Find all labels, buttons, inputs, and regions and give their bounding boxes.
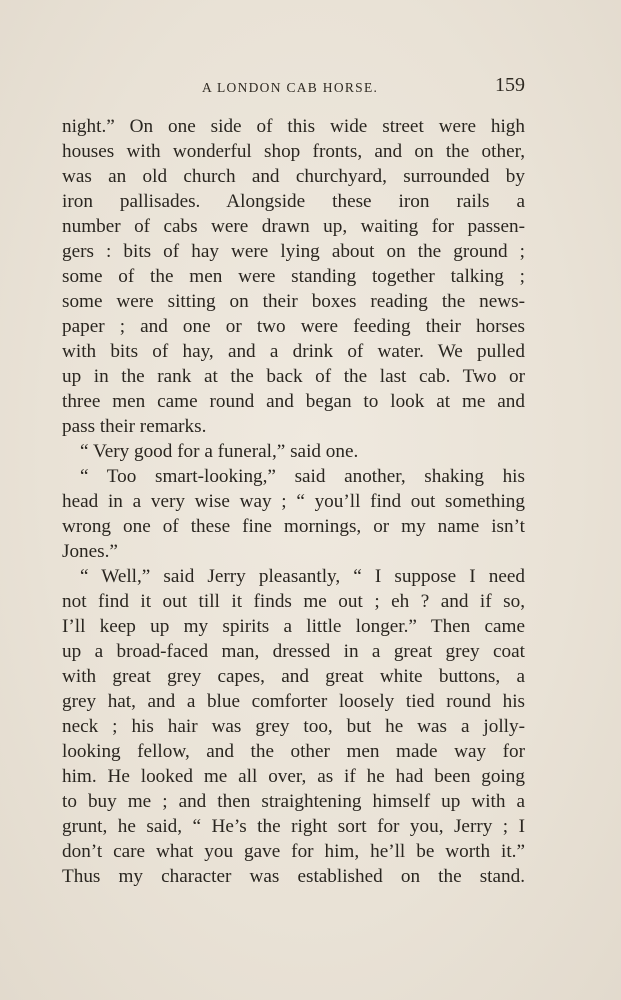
text-line: don’t care what you gave for him, he’ll be worth it.” [62,841,525,862]
text-line: “ Well,” said Jerry pleasantly, “ I suppose I need [80,566,525,587]
text-line: some of the men were standing together talking ; [62,266,525,287]
text-line: head in a very wise way ; “ you’ll find out something [62,491,525,512]
text-line: pass their remarks. [62,416,207,437]
text-line: iron pallisades. Alongside these iron rails a [62,191,525,212]
text-line: neck ; his hair was grey too, but he was a jolly- [62,716,525,737]
text-line: number of cabs were drawn up, waiting for passen- [62,216,525,237]
text-line: “ Very good for a funeral,” said one. [80,441,359,462]
text-line: gers : bits of hay were lying about on the ground ; [62,241,525,262]
text-line: grunt, he said, “ He’s the right sort for you, Jerry ; I [62,816,525,837]
text-line: night.” On one side of this wide street were high [62,116,525,137]
text-line: I’ll keep up my spirits a little longer.” Then came [62,616,525,637]
text-line: up in the rank at the back of the last cab. Two or [62,366,525,387]
text-line: with bits of hay, and a drink of water. We pulled [62,341,525,362]
text-line: some were sitting on their boxes reading the news- [62,291,525,312]
text-line: up a broad-faced man, dressed in a great grey coat [62,641,525,662]
text-line: with great grey capes, and great white buttons, a [62,666,525,687]
text-line: him. He looked me all over, as if he had been going [62,766,525,787]
text-line: Thus my character was established on the stand. [62,866,525,887]
page-number: 159 [495,74,525,96]
page-header [62,74,525,102]
text-line: to buy me ; and then straightening himself up with a [62,791,525,812]
text-line: paper ; and one or two were feeding their horses [62,316,525,337]
text-line: “ Too smart-looking,” said another, shaking his [80,466,525,487]
text-line: was an old church and churchyard, surrounded by [62,166,525,187]
running-head: A LONDON CAB HORSE. [202,80,379,95]
text-line: not find it out till it finds me out ; eh ? and if so, [62,591,525,612]
text-line: three men came round and began to look at me and [62,391,525,412]
text-line: houses with wonderful shop fronts, and on the other, [62,141,525,162]
body-text [62,114,525,889]
text-line: grey hat, and a blue comforter loosely tied round his [62,691,525,712]
text-line: looking fellow, and the other men made way for [62,741,525,762]
text-line: wrong one of these fine mornings, or my name isn’t [62,516,525,537]
text-line: Jones.” [62,541,118,562]
